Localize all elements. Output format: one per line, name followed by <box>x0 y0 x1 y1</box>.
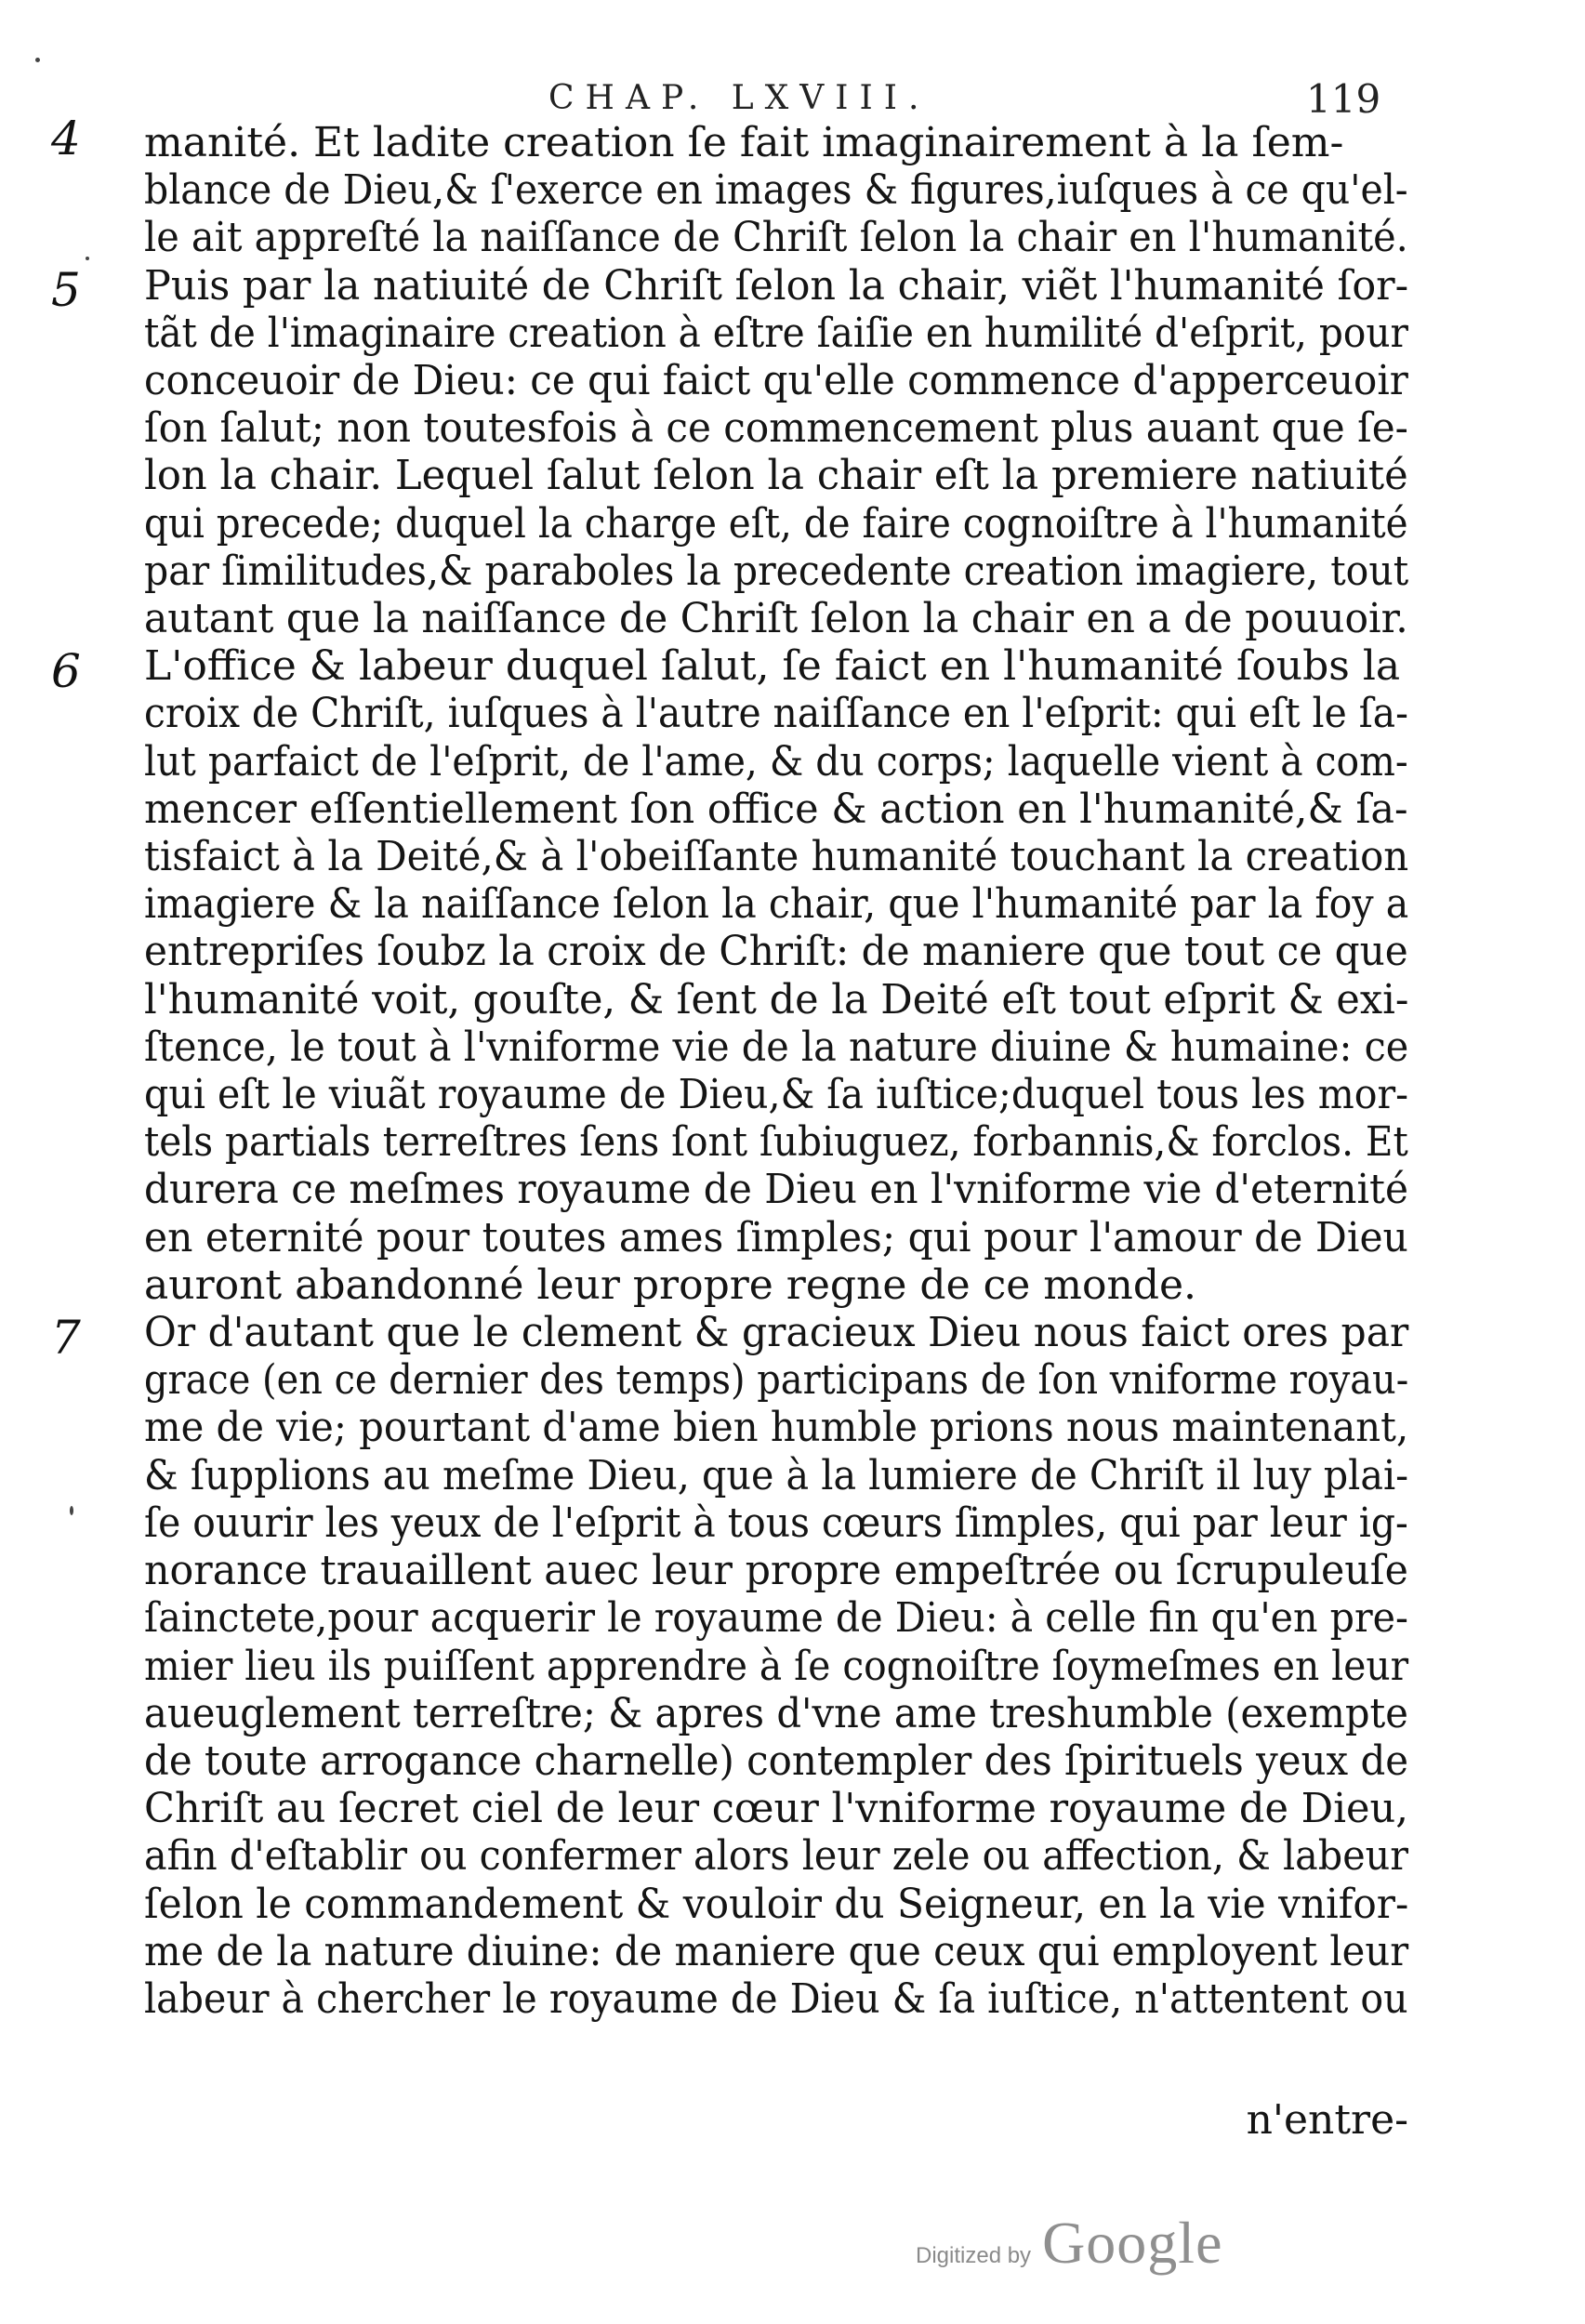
body-text <box>144 119 1408 2023</box>
running-title: CHAP. LXVIII. <box>548 79 931 117</box>
paragraph-number-7: 7 <box>51 1311 81 1365</box>
text-line: qui eſt le viuãt royaume de Dieu,& ſa iuſtice;duquel tous les mor- <box>144 1071 1409 1119</box>
google-logo: Google <box>1042 2210 1223 2276</box>
text-line: entrepriſes ſoubz la croix de Chriſt: de maniere que tout ce que <box>144 928 1408 976</box>
text-line: afin d'eſtablir ou confermer alors leur zele ou affection, & labeur <box>144 1832 1408 1881</box>
text-line: par ſimilitudes,& paraboles la precedente creation imagiere, tout <box>144 547 1409 595</box>
text-line: Chriſt au ſecret ciel de leur cœur l'vniforme royaume de Dieu, <box>144 1785 1408 1833</box>
text-line: ſe ouurir les yeux de l'eſprit à tous cœurs ſimples, qui par leur ig- <box>144 1499 1408 1547</box>
text-line: L'office & labeur duquel ſalut, ſe faict en l'humanité ſoubs la <box>144 642 1401 691</box>
text-line: autant que la naiſſance de Chriſt ſelon la chair en a de pouuoir. <box>144 595 1408 643</box>
text-line: de toute arrogance charnelle) contempler des ſpirituels yeux de <box>144 1736 1409 1785</box>
text-line: labeur à chercher le royaume de Dieu & ſa iuſtice, n'attentent ou <box>144 1974 1408 2023</box>
text-line: me de la nature diuine: de maniere que ceux qui employent leur <box>144 1927 1409 1975</box>
text-line: lut parfaict de l'eſprit, de l'ame, & du corps; laquelle vient à com- <box>144 737 1408 786</box>
paragraph-number-4: 4 <box>51 112 81 165</box>
text-line: ſelon le commandement & vouloir du Seigneur, en la vie vnifor- <box>144 1880 1409 1928</box>
text-line: Puis par la natiuité de Chriſt ſelon la chair, viẽt l'humanité ſor- <box>144 261 1409 310</box>
text-line: ſtence, le tout à l'vniforme vie de la nature diuine & humaine: ce <box>144 1023 1409 1071</box>
text-line: lon la chair. Lequel ſalut ſelon la chair eſt la premiere natiuité <box>144 452 1408 500</box>
catchword: n'entre- <box>1246 2096 1408 2144</box>
text-line: blance de Dieu,& ſ'exerce en images & figures,iuſques à ce qu'el- <box>144 166 1408 215</box>
text-line: norance trauaillent auec leur propre empeſtrée ou ſcrupuleuſe <box>144 1547 1408 1595</box>
page-number: 119 <box>1306 76 1381 122</box>
text-line: tels partials terreſtres ſens ſont ſubiuguez, forbannis,& forclos. Et <box>144 1118 1408 1167</box>
text-line: croix de Chriſt, iuſques à l'autre naiſſance en l'eſprit: qui eſt le ſa- <box>144 690 1408 738</box>
text-line: tãt de l'imaginaire creation à eſtre ſaiſie en humilité d'eſprit, pour <box>144 309 1408 357</box>
text-line: & ſupplions au meſme Dieu, que à la lumiere de Chriſt il luy plai- <box>144 1451 1409 1499</box>
text-line: manité. Et ladite creation ſe fait imaginairement à la ſem- <box>144 119 1344 166</box>
ink-speck <box>86 257 89 260</box>
text-line: l'humanité voit, gouſte, & ſent de la Deité eſt tout eſprit & exi- <box>144 975 1409 1023</box>
text-line: tisfaict à la Deité,& à l'obeiſſante humanité touchant la creation <box>144 833 1409 881</box>
text-line: ſon ſalut; non toutesfois à ce commencement plus auant que ſe- <box>144 404 1408 453</box>
text-line: mencer eſſentiellement ſon office & action en l'humanité,& ſa- <box>144 785 1408 833</box>
ink-speck <box>35 58 40 62</box>
text-line: en eternité pour toutes ames ſimples; qui pour l'amour de Dieu <box>144 1213 1408 1261</box>
stamp-label: Digitized by <box>916 2243 1032 2268</box>
ink-speck <box>70 1506 73 1515</box>
text-line: aueuglement terreſtre; & apres d'vne ame treshumble (exempte <box>144 1689 1408 1737</box>
text-line: durera ce meſmes royaume de Dieu en l'vniforme vie d'eternité <box>144 1166 1408 1214</box>
text-line: qui precede; duquel la charge eſt, de faire cognoiſtre à l'humanité <box>144 499 1408 548</box>
text-line: ſainctete,pour acquerir le royaume de Dieu: à celle fin qu'en pre- <box>144 1594 1408 1643</box>
text-line: conceuoir de Dieu: ce qui faict qu'elle commence d'apperceuoir <box>144 357 1408 405</box>
paragraph-number-6: 6 <box>51 644 81 698</box>
text-line: me de vie; pourtant d'ame bien humble prions nous maintenant, <box>144 1404 1409 1452</box>
text-line: auront abandonné leur propre regne de ce monde. <box>144 1261 1197 1309</box>
text-line: le ait appreſté la naiſſance de Chriſt ſelon la chair en l'humanité. <box>144 214 1408 262</box>
text-line: mier lieu ils puiſſent apprendre à ſe cognoiſtre ſoymeſmes en leur <box>144 1642 1409 1690</box>
paragraph-number-5: 5 <box>51 263 81 317</box>
digitized-by-google-stamp <box>916 2209 1222 2278</box>
text-line: imagiere & la naiſſance ſelon la chair, que l'humanité par la foy a <box>144 880 1409 929</box>
text-line: Or d'autant que le clement & gracieux Dieu nous faict ores par <box>144 1309 1409 1357</box>
text-line: grace (en ce dernier des temps) participans de ſon vniforme royau- <box>144 1356 1409 1405</box>
